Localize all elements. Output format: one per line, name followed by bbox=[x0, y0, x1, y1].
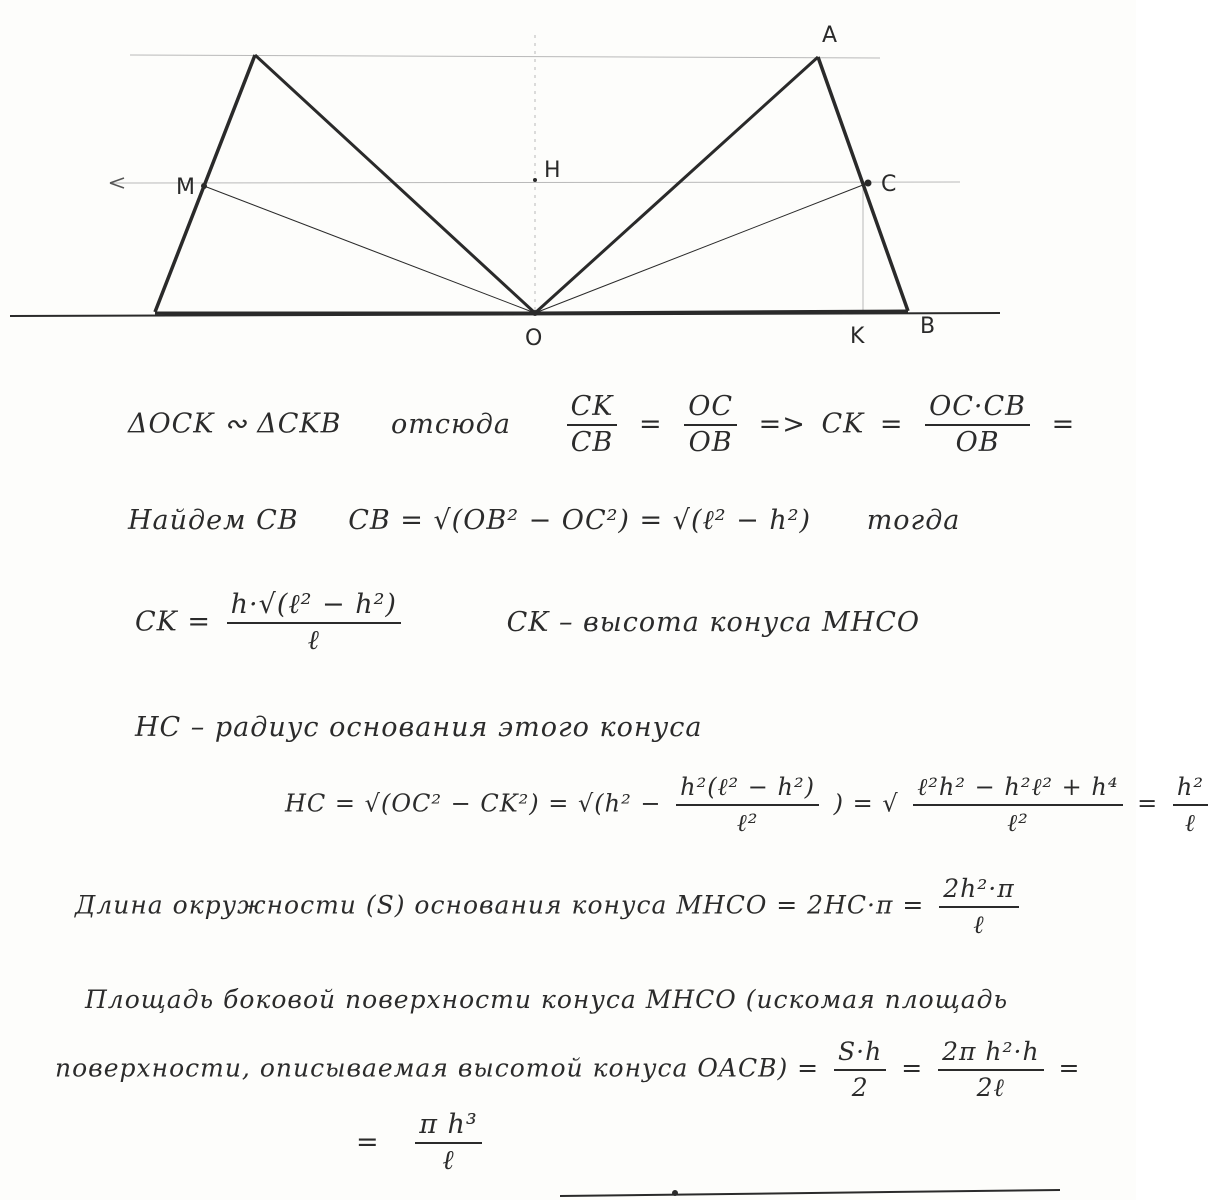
fraction-sh-over-2 bbox=[834, 1035, 886, 1105]
ck-symbol: CK bbox=[821, 408, 865, 440]
fraction-numerator: h²(ℓ² − h²) bbox=[676, 770, 819, 806]
hc-formula-part2: ) = √ bbox=[833, 789, 899, 818]
label-c: C bbox=[881, 172, 897, 197]
bottom-edge-stroke bbox=[0, 1180, 1136, 1200]
hc-radius-text: HC – радиус основания этого конуса bbox=[135, 712, 703, 743]
base-segment-ob bbox=[535, 311, 908, 313]
fraction-denominator: OB bbox=[955, 427, 1000, 458]
fraction-denominator: ℓ bbox=[973, 910, 985, 939]
area-text-1: Площадь боковой поверхности конуса MHCO (искомая площадь bbox=[85, 985, 1009, 1014]
equals-sign: = bbox=[1137, 789, 1159, 818]
point-o bbox=[532, 310, 538, 316]
equals-sign: = bbox=[639, 408, 663, 440]
area-line-1 bbox=[85, 985, 1008, 1014]
fraction-2pih2h-over-2l bbox=[938, 1035, 1043, 1105]
fraction-h2-over-l bbox=[1173, 770, 1208, 840]
fraction-numerator: CK bbox=[567, 390, 618, 426]
point-c bbox=[865, 180, 872, 187]
guide-lines bbox=[110, 35, 960, 312]
circumference-line bbox=[75, 872, 1025, 942]
fraction-pih3-over-l bbox=[415, 1108, 482, 1178]
fraction-denominator: 2ℓ bbox=[976, 1073, 1005, 1102]
segment-oc bbox=[535, 183, 868, 313]
fraction-2h2pi-over-l bbox=[939, 872, 1018, 942]
similarity-line bbox=[128, 390, 1081, 460]
similarity-word: отсюда bbox=[391, 408, 511, 440]
label-m: M bbox=[176, 175, 195, 200]
find-cb-line bbox=[128, 505, 966, 536]
left-triangle bbox=[155, 55, 535, 313]
hc-formula-line bbox=[285, 770, 1214, 840]
label-h: H bbox=[544, 158, 561, 183]
top-guide-line bbox=[130, 55, 880, 58]
hc-radius-line bbox=[135, 712, 703, 743]
ck-lhs: CK = bbox=[135, 606, 212, 638]
equals-sign: = bbox=[356, 1126, 380, 1158]
segment-oa bbox=[535, 57, 818, 313]
point-h bbox=[533, 178, 537, 182]
fraction-numerator: OC bbox=[684, 390, 737, 426]
fraction-numerator: h² bbox=[1173, 770, 1208, 806]
fraction-numerator: 2h²·π bbox=[939, 872, 1018, 908]
fraction-denominator: OB bbox=[688, 427, 733, 458]
label-a: A bbox=[822, 23, 838, 48]
final-result-line bbox=[350, 1108, 488, 1178]
hc-formula-part1: HC = √(OC² − CK²) = √(h² − bbox=[285, 789, 662, 818]
fraction-denominator: ℓ bbox=[1184, 809, 1196, 837]
fraction-denominator: ℓ² bbox=[736, 809, 759, 837]
fraction-numerator: h·√(ℓ² − h²) bbox=[227, 588, 401, 624]
fraction-numerator: S·h bbox=[834, 1035, 886, 1071]
fraction-h2-l2-h2 bbox=[676, 770, 819, 840]
trailing-equals: = bbox=[1058, 1053, 1081, 1083]
fraction-ck-cb bbox=[567, 390, 618, 460]
trailing-equals: = bbox=[1051, 408, 1076, 440]
fraction-numerator: ℓ²h² − h²ℓ² + h⁴ bbox=[913, 770, 1122, 806]
find-cb-lead: Найдем CB bbox=[128, 505, 299, 536]
label-b: B bbox=[920, 314, 936, 339]
equals-sign: = bbox=[879, 408, 904, 440]
left-slant bbox=[255, 55, 535, 313]
point-m bbox=[201, 183, 207, 189]
circumference-text: Длина окружности (S) основания конуса MHCO = 2HC·π = bbox=[75, 890, 925, 920]
fraction-oc-ob bbox=[684, 390, 737, 460]
ck-note: CK – высота конуса MHCO bbox=[506, 606, 921, 638]
fraction-ck bbox=[227, 588, 401, 658]
fraction-numerator: OC·CB bbox=[925, 390, 1030, 426]
segment-mo bbox=[204, 186, 535, 313]
fraction-denominator: ℓ² bbox=[1007, 809, 1029, 837]
geometry-diagram bbox=[0, 0, 1136, 350]
label-o: O bbox=[525, 326, 543, 351]
fraction-denominator: CB bbox=[570, 427, 614, 458]
area-line-2 bbox=[55, 1035, 1080, 1105]
right-triangle bbox=[535, 57, 908, 313]
label-k: K bbox=[850, 324, 865, 349]
bottom-point bbox=[672, 1190, 678, 1196]
fraction-denominator: ℓ bbox=[442, 1145, 455, 1176]
then-word: тогда bbox=[866, 505, 961, 536]
fraction-expanded bbox=[913, 770, 1122, 840]
similarity-statement: ΔOCK ∾ ΔCKB bbox=[128, 408, 342, 440]
bottom-line bbox=[560, 1190, 1060, 1196]
ck-line bbox=[135, 588, 920, 658]
fraction-oc-cb-over-ob bbox=[925, 390, 1030, 460]
middle-guide-line bbox=[110, 182, 960, 183]
area-text-2: поверхности, описываемая высотой конуса OACB) = bbox=[55, 1053, 820, 1083]
fraction-denominator: 2 bbox=[851, 1073, 869, 1102]
equals-sign: = bbox=[901, 1053, 924, 1083]
cb-formula: CB = √(OB² − OC²) = √(ℓ² − h²) bbox=[348, 505, 812, 536]
fraction-numerator: 2π h²·h bbox=[938, 1035, 1043, 1071]
fraction-numerator: π h³ bbox=[415, 1108, 482, 1144]
fraction-denominator: ℓ bbox=[307, 625, 320, 656]
implies-sign: => bbox=[758, 408, 806, 440]
